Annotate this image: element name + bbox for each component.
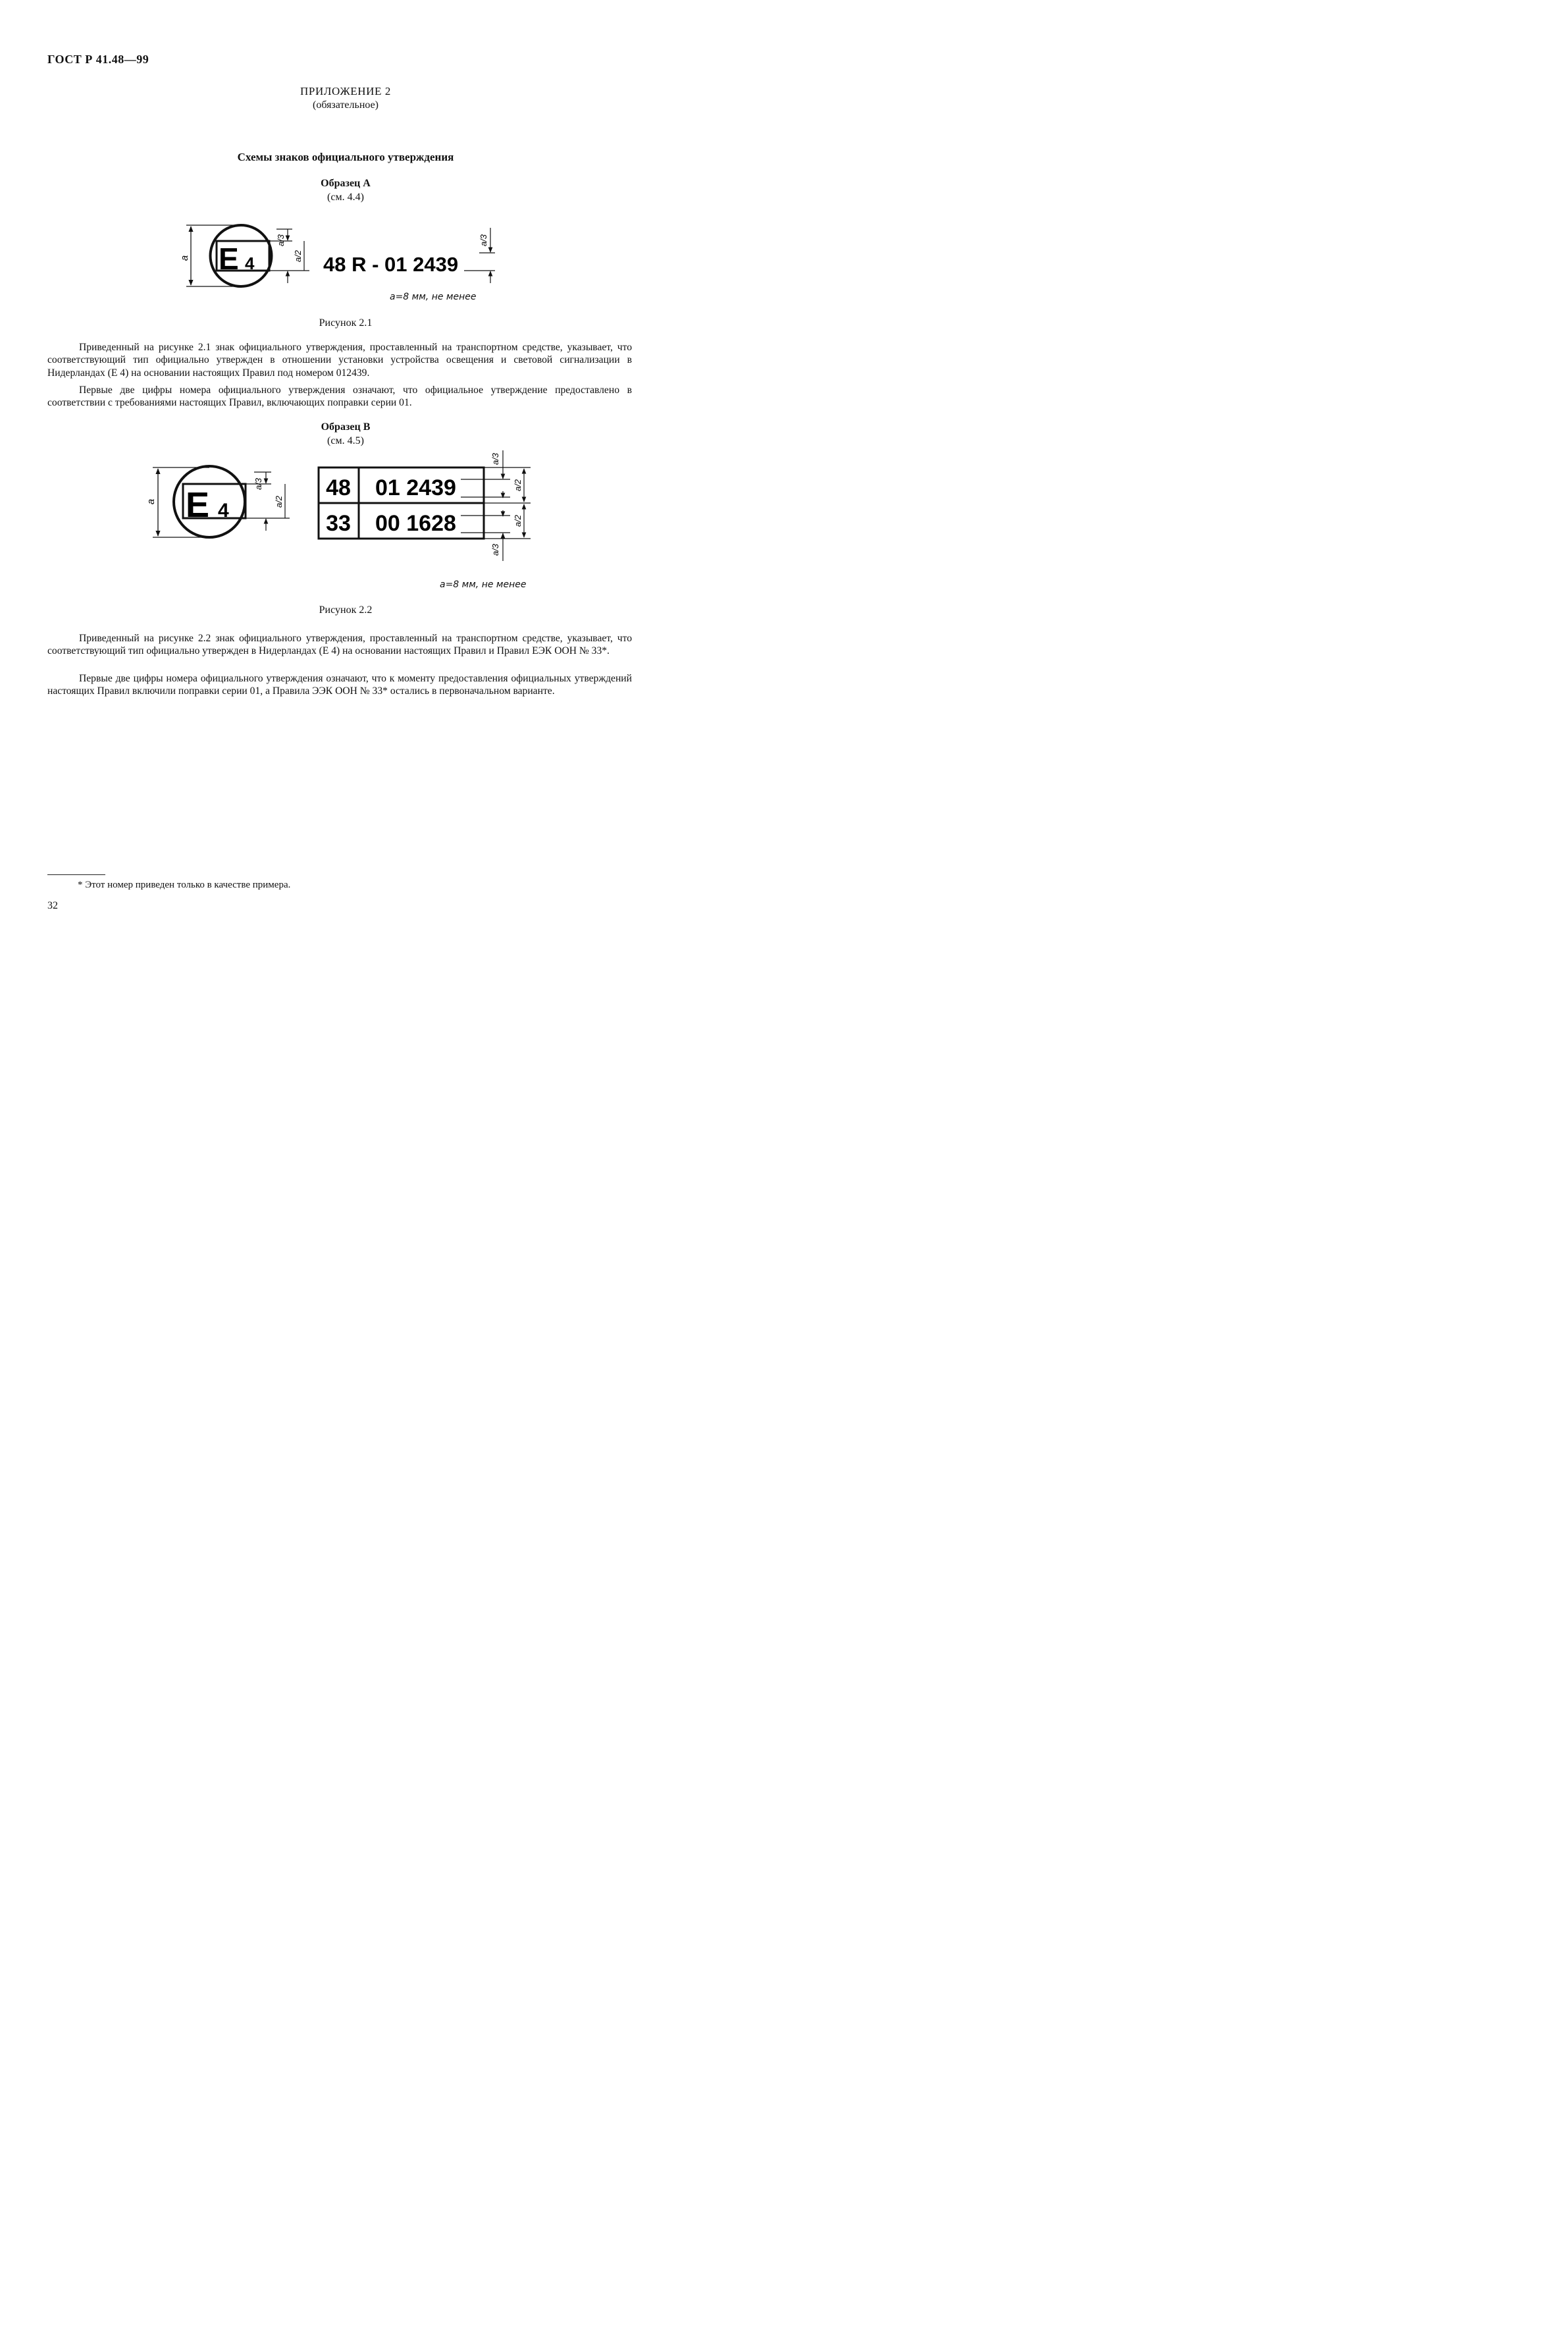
dim-a-label: a: [145, 498, 157, 505]
document-header: ГОСТ Р 41.48—99: [47, 53, 149, 66]
figure-2-1-caption: Рисунок 2.1: [319, 317, 373, 329]
figure-2-2-diagram: [0, 448, 691, 566]
country-code: 4: [245, 253, 255, 273]
paragraph: Приведенный на рисунке 2.1 знак официального утверждения, проставленный на транспортном средстве, указывает, что соответствующий тип официально утвержден в отношении установки устройства освещения и световой сигнализации в Нидерландах (Е 4) на основании настоящих Правил под номером 012439.: [47, 342, 632, 379]
table-cell-number: 01 2439: [375, 475, 456, 500]
e-box: [183, 484, 246, 525]
dim-a3-top-label: a/3: [490, 452, 500, 466]
country-code: 4: [218, 500, 229, 521]
table-cell-number: 00 1628: [375, 511, 456, 536]
sample-a-title: Образец А: [321, 178, 371, 189]
sample-b-ref: (см. 4.5): [327, 435, 364, 446]
paragraph: Первые две цифры номера официального утверждения означают, что официальное утверждение предоставлено в соответствии с требованиями настоящих Правил, включающих поправки серии 01.: [47, 385, 632, 409]
sample-a-ref: (см. 4.4): [327, 192, 364, 203]
dim-a2-label: a/2: [293, 250, 303, 263]
paragraph: Первые две цифры номера официального утверждения означают, что к моменту предоставления официальных утверждений настоящих Правил включили поправки серии 01, а Правила ЭЭК ООН № 33* остались в первоначальном варианте.: [47, 673, 632, 697]
figure-2-1-diagram: [0, 217, 691, 309]
annex-subtitle: (обязательное): [313, 99, 379, 111]
footnote: * Этот номер приведен только в качестве примера.: [78, 880, 291, 890]
dim-a2-bottom-label: a/2: [513, 514, 523, 527]
sample-b-title: Образец В: [321, 421, 371, 433]
paragraph: Приведенный на рисунке 2.2 знак официального утверждения, проставленный на транспортном средстве, указывает, что соответствующий тип официально утвержден в Нидерландах (Е 4) на основании настоящих Правил и Правил ЕЭК ООН № 33*.: [47, 633, 632, 657]
dim-a3-label: a/3: [253, 477, 263, 491]
e-letter: E: [219, 242, 239, 276]
annex-title: ПРИЛОЖЕНИЕ 2: [300, 85, 391, 97]
dim-a3-right-label: a/3: [479, 234, 488, 247]
approval-table: [319, 467, 484, 539]
dimension-small-a: [269, 229, 309, 283]
sample-a-note: a=8 мм, не менее: [390, 292, 477, 302]
dimension-small-a: [246, 472, 290, 531]
section-title: Схемы знаков официального утверждения: [237, 151, 454, 163]
table-cell-regulation: 48: [326, 475, 351, 500]
dim-a2-top-label: a/2: [513, 479, 523, 492]
sample-b-note: a=8 мм, не менее: [440, 579, 527, 590]
e-box: [217, 241, 269, 276]
dim-a3-bottom-label: a/3: [490, 543, 500, 556]
table-cell-regulation: 33: [326, 511, 351, 536]
dimension-right-a: [464, 228, 495, 283]
dim-a3-label: a/3: [276, 234, 286, 247]
e-letter: E: [186, 485, 210, 525]
page-number: 32: [47, 900, 58, 911]
approval-number: 48 R - 01 2439: [323, 253, 459, 276]
footnote-rule: [47, 874, 105, 875]
figure-2-2-caption: Рисунок 2.2: [319, 604, 373, 616]
dim-a-label: a: [179, 255, 190, 261]
dim-a2-label: a/2: [274, 495, 284, 508]
